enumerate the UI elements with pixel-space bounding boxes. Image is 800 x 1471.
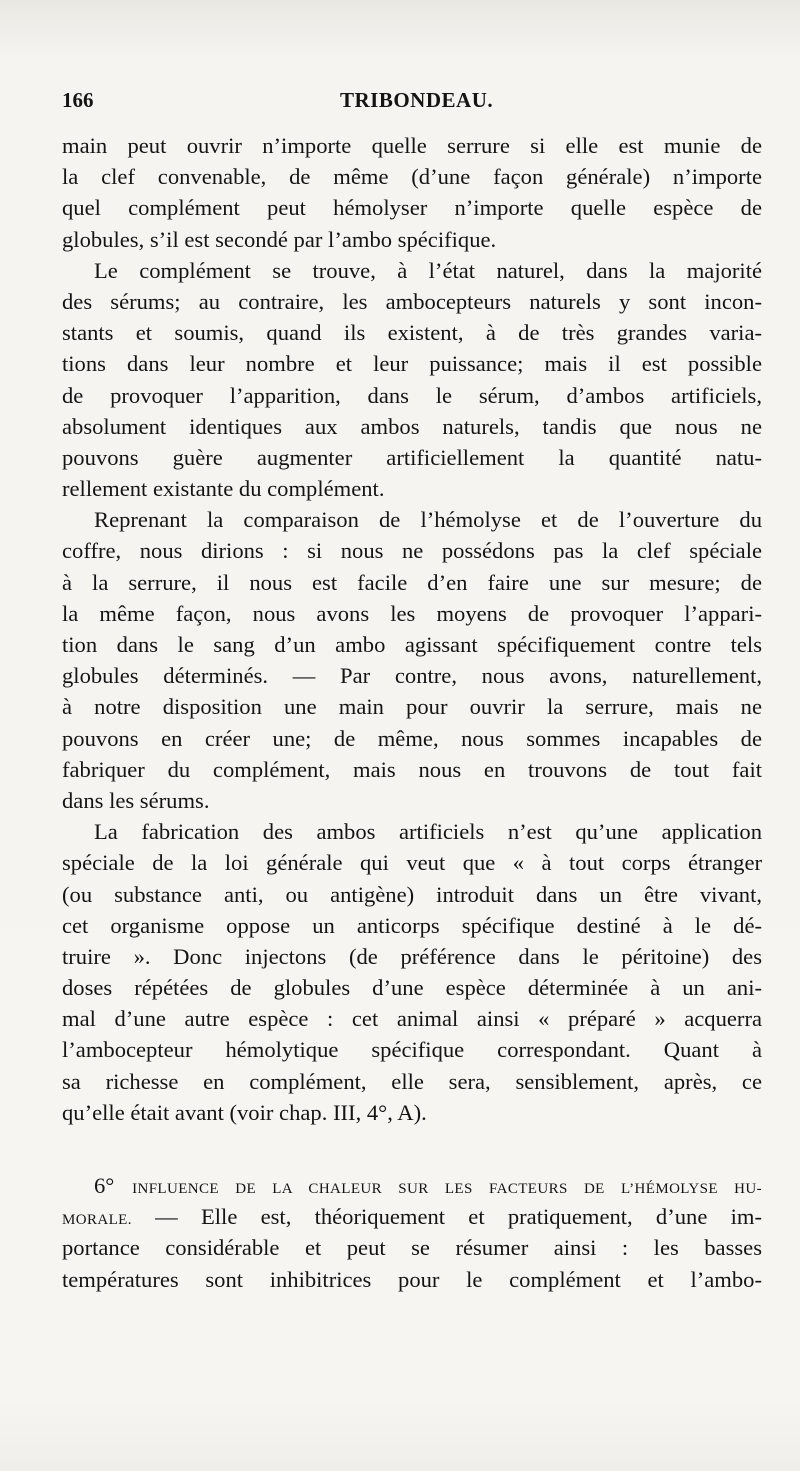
page-number: 166	[62, 88, 94, 112]
body-text	[62, 130, 762, 1295]
section-gap	[62, 1128, 762, 1170]
text-line: de provoquer l’apparition, dans le sérum, d’ambos artificiels,	[62, 382, 762, 408]
text-line: qu’elle était avant (voir chap. III, 4°, A).	[62, 1099, 427, 1125]
paragraph-start-line: Le complément se trouve, à l’état naturel, dans la majorité	[94, 257, 762, 283]
text-line: absolument identiques aux ambos naturels, tandis que nous ne	[62, 413, 762, 439]
running-head: TRIBONDEAU.	[340, 88, 494, 112]
page-header	[62, 88, 760, 118]
text-line: main peut ouvrir n’importe quelle serrure si elle est munie de	[62, 133, 762, 158]
text-line: mal d’une autre espèce : cet animal ainsi « préparé » acquerra	[62, 1006, 762, 1032]
text-line: tions dans leur nombre et leur puissance; mais il est possible	[62, 351, 762, 377]
section-title-end: MORALE.	[62, 1212, 132, 1229]
text-line: la même façon, nous avons les moyens de provoquer l’appari-	[62, 600, 762, 626]
section-number: 6°	[94, 1173, 115, 1198]
text-line: globules déterminés. — Par contre, nous avons, naturellement,	[62, 663, 762, 689]
text-line: portance considérable et peut se résumer ainsi : les basses	[62, 1235, 762, 1261]
text-line: pouvons en créer une; de même, nous sommes incapables de	[62, 725, 762, 751]
text-line: doses répétées de globules d’une espèce déterminée à un ani-	[62, 975, 762, 1001]
text-line: des sérums; au contraire, les ambocepteurs naturels y sont incon-	[62, 288, 762, 314]
text-line: à notre disposition une main pour ouvrir la serrure, mais ne	[62, 694, 762, 720]
text-line: stants et soumis, quand ils existent, à de très grandes varia-	[62, 320, 762, 346]
text-line: fabriquer du complément, mais nous en trouvons de tout fait	[62, 756, 762, 782]
text-line: l’ambocepteur hémolytique spécifique correspondant. Quant à	[62, 1037, 762, 1063]
text-line: dans les sérums.	[62, 787, 210, 813]
text-line: tion dans le sang d’un ambo agissant spécifiquement contre tels	[62, 632, 762, 657]
text-line: globules, s’il est secondé par l’ambo spécifique.	[62, 226, 497, 252]
paragraph-start-line: La fabrication des ambos artificiels n’est qu’une application	[94, 819, 762, 845]
section-heading-line	[62, 1170, 762, 1201]
text-line: rellement existante du complément.	[62, 476, 385, 502]
text-line: sa richesse en complément, elle sera, sensiblement, après, ce	[62, 1068, 762, 1094]
text-line: températures sont inhibitrices pour le complément et l’ambo-	[62, 1266, 762, 1292]
paragraph-start-line: Reprenant la comparaison de l’hémolyse et de l’ouverture du	[94, 507, 762, 533]
text-line: à la serrure, il nous est facile d’en faire une sur mesure; de	[62, 569, 762, 595]
text-line: cet organisme oppose un anticorps spécifique destiné à le dé-	[62, 912, 762, 938]
text-line: spéciale de la loi générale qui veut que « à tout corps étranger	[62, 850, 762, 876]
text-line: truire ». Donc injectons (de préférence dans le péritoine) des	[62, 943, 762, 969]
text-line: la clef convenable, de même (d’une façon générale) n’importe	[62, 164, 762, 190]
section-heading-continued-line	[62, 1201, 762, 1232]
section-title: INFLUENCE DE LA CHALEUR SUR LES FACTEURS DE L’HÉMOLYSE HU-	[132, 1181, 762, 1197]
text-line: coffre, nous dirions : si nous ne possédons pas la clef spéciale	[62, 538, 762, 564]
section-text: — Elle est, théoriquement et pratiquement, d’une im-	[155, 1204, 762, 1230]
text-line: quel complément peut hémolyser n’importe quelle espèce de	[62, 195, 762, 221]
text-line: pouvons guère augmenter artificiellement la quantité natu-	[62, 444, 762, 470]
text-line: (ou substance anti, ou antigène) introduit dans un être vivant,	[62, 881, 762, 907]
